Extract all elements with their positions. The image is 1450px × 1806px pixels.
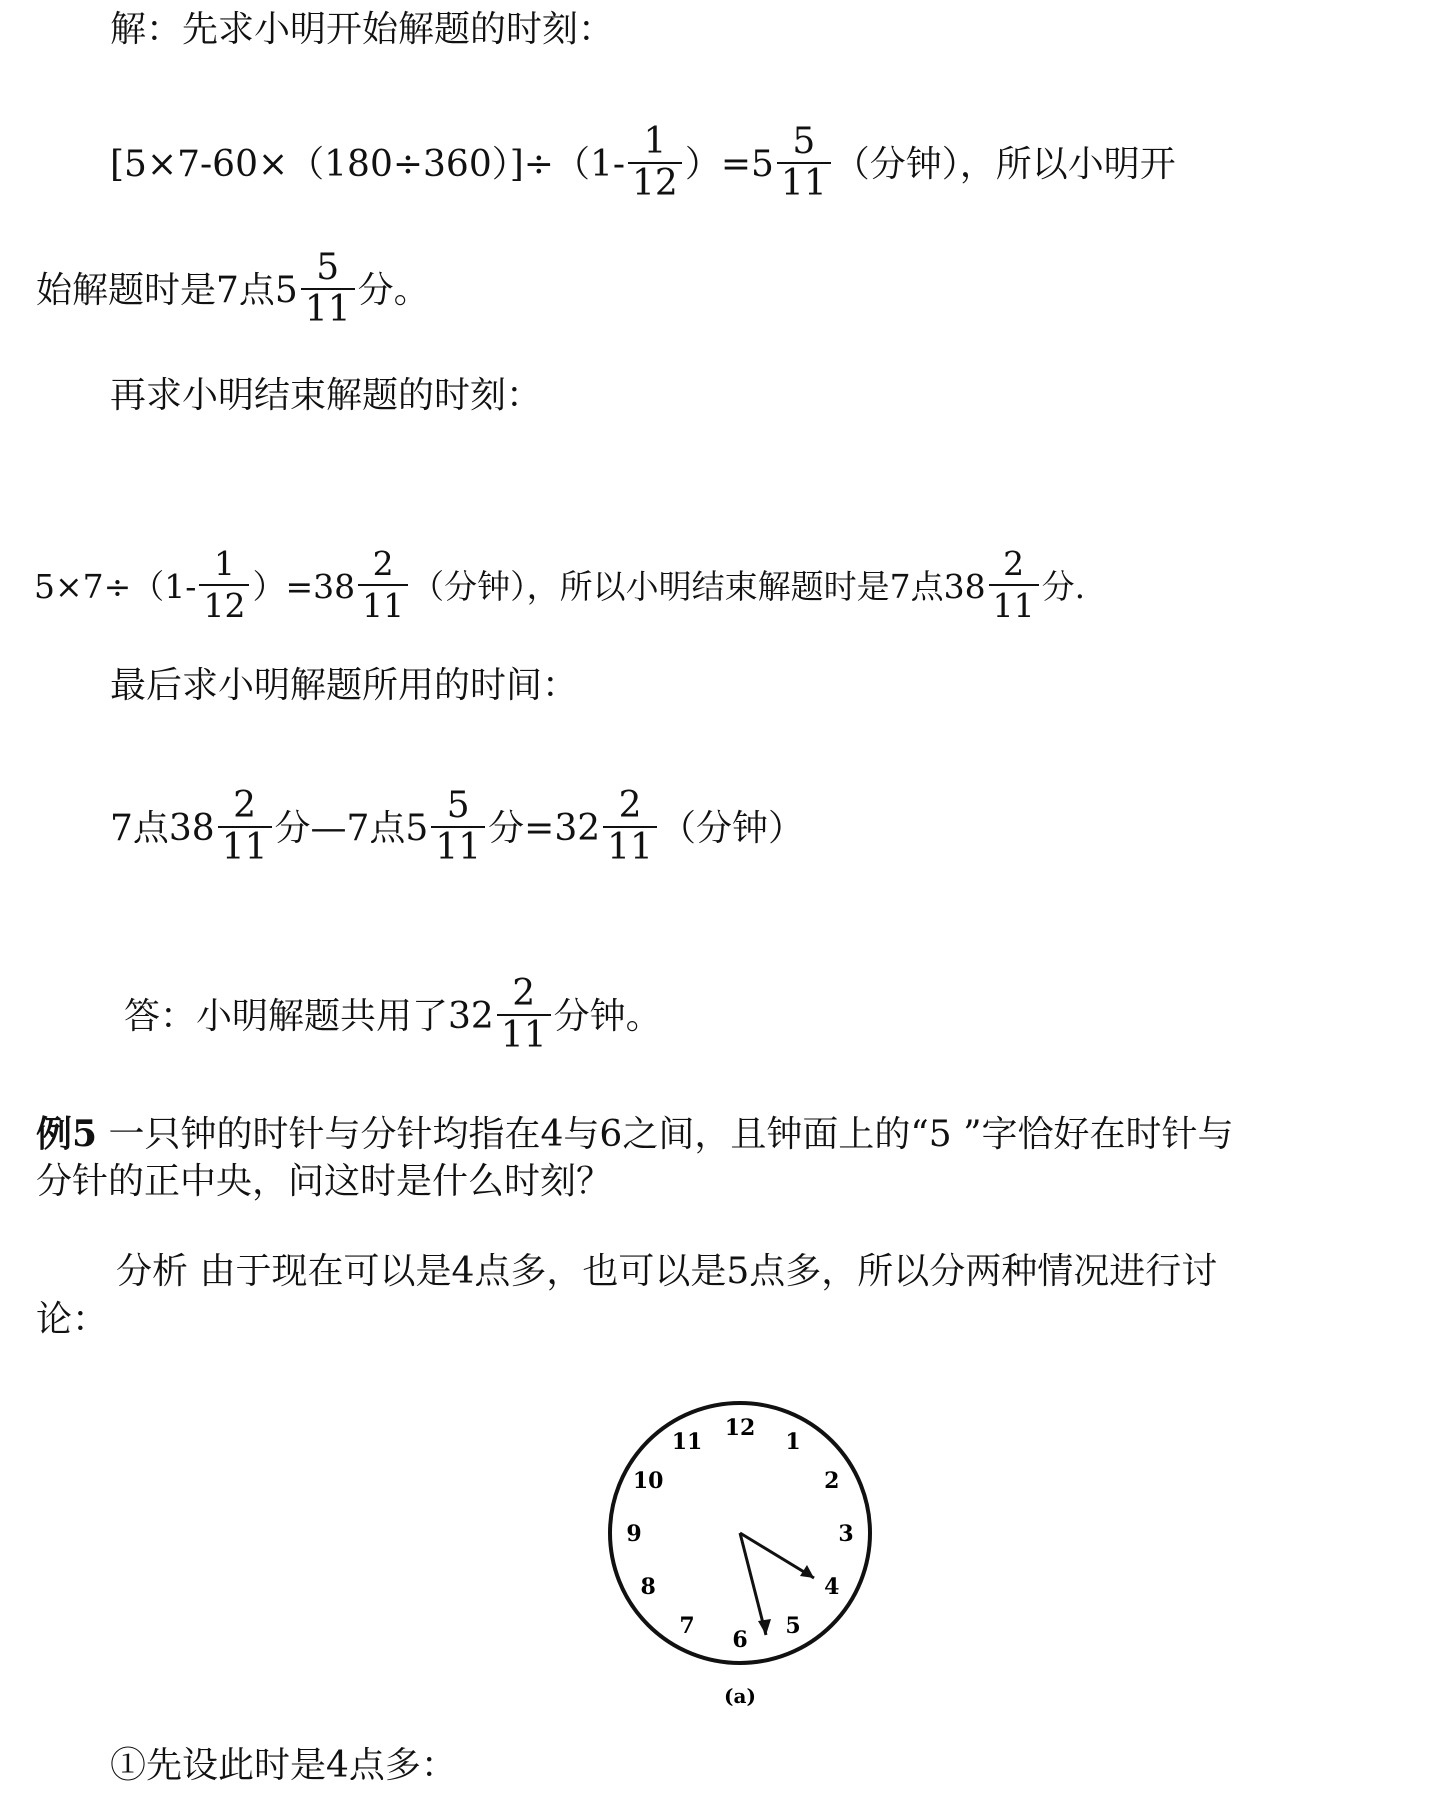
start-time-result (36, 247, 430, 334)
fraction-1-12: $\frac{1}{12}$ (628, 122, 682, 204)
eq3-part-b: 分—7点5 (274, 808, 429, 849)
clock-number-12: 12 (724, 1415, 756, 1441)
minute-hand (740, 1533, 766, 1635)
clock-number-3: 3 (838, 1521, 854, 1547)
example5-problem-line2: 分针的正中央，问这时是什么时刻？ (36, 1161, 613, 1202)
example5-problem-line1 (36, 1112, 1233, 1157)
clock-figure (600, 1395, 890, 1715)
clock-number-1: 1 (785, 1429, 801, 1456)
clock-number-2: 2 (824, 1468, 840, 1494)
clock-number-10: 10 (632, 1468, 664, 1494)
answer (124, 973, 662, 1060)
clock-number-9: 9 (626, 1521, 642, 1547)
clock-number-5: 5 (785, 1612, 801, 1639)
eq2-part-a: 5×7÷（1- (34, 567, 197, 606)
clock-number-6: 6 (732, 1627, 748, 1653)
case1-heading: ①先设此时是4点多： (110, 1745, 457, 1786)
solution-intro: 解：先求小明开始解题的时刻： (110, 9, 615, 50)
fraction-5-11: $\frac{5}{11}$ (431, 786, 485, 868)
fraction-2-11: $\frac{2}{11}$ (989, 544, 1039, 626)
eq1-part-b: ）=5 (684, 144, 774, 185)
clock-number-7: 7 (679, 1612, 695, 1639)
clock-face (600, 1395, 890, 1715)
clock-number-4: 4 (824, 1574, 840, 1600)
fraction-2-11: $\frac{2}{11}$ (603, 786, 657, 868)
eq1-part-a: [5×7-60×（180÷360）]÷（1- (110, 144, 626, 185)
example5-label: 例5 (36, 1113, 98, 1155)
answer-part-a: 答：小明解题共用了32 (124, 996, 494, 1037)
eq2-part-d: 分. (1041, 567, 1086, 606)
end-time-heading: 再求小明结束解题的时刻： (110, 375, 543, 416)
clock-caption: (a) (724, 1684, 756, 1708)
duration-heading: 最后求小明解题所用的时间： (110, 665, 579, 706)
eq2-part-b: ）=38 (252, 567, 356, 606)
example5-text1: 一只钟的时针与分针均指在4与6之间，且钟面上的“5 ”字恰好在时针与 (108, 1114, 1234, 1155)
eq1-part-c: （分钟），所以小明开 (833, 144, 1176, 185)
analysis-line1: 分析 由于现在可以是4点多，也可以是5点多，所以分两种情况进行讨 (116, 1251, 1218, 1292)
clock-number-11: 11 (671, 1429, 703, 1456)
eq3-part-a: 7点38 (110, 808, 215, 849)
analysis-line2: 论： (36, 1299, 109, 1340)
clock-number-8: 8 (640, 1574, 656, 1600)
line3-part-a: 始解题时是7点5 (36, 270, 298, 311)
eq3-part-c: 分=32 (488, 808, 601, 849)
fraction-5-11: $\frac{5}{11}$ (301, 248, 355, 330)
fraction-1-12: $\frac{1}{12}$ (199, 544, 249, 626)
equation-start-time (110, 121, 1176, 208)
equation-duration (110, 785, 804, 872)
answer-part-b: 分钟。 (553, 996, 662, 1037)
fraction-5-11: $\frac{5}{11}$ (777, 122, 831, 204)
line3-part-b: 分。 (357, 270, 430, 311)
eq2-part-c: （分钟），所以小明结束解题时是7点38 (411, 567, 986, 606)
fraction-2-11: $\frac{2}{11}$ (218, 786, 272, 868)
fraction-2-11: $\frac{2}{11}$ (497, 974, 551, 1056)
eq3-part-d: （分钟） (659, 808, 804, 849)
fraction-2-11: $\frac{2}{11}$ (358, 544, 408, 626)
equation-end-time (34, 544, 1086, 630)
